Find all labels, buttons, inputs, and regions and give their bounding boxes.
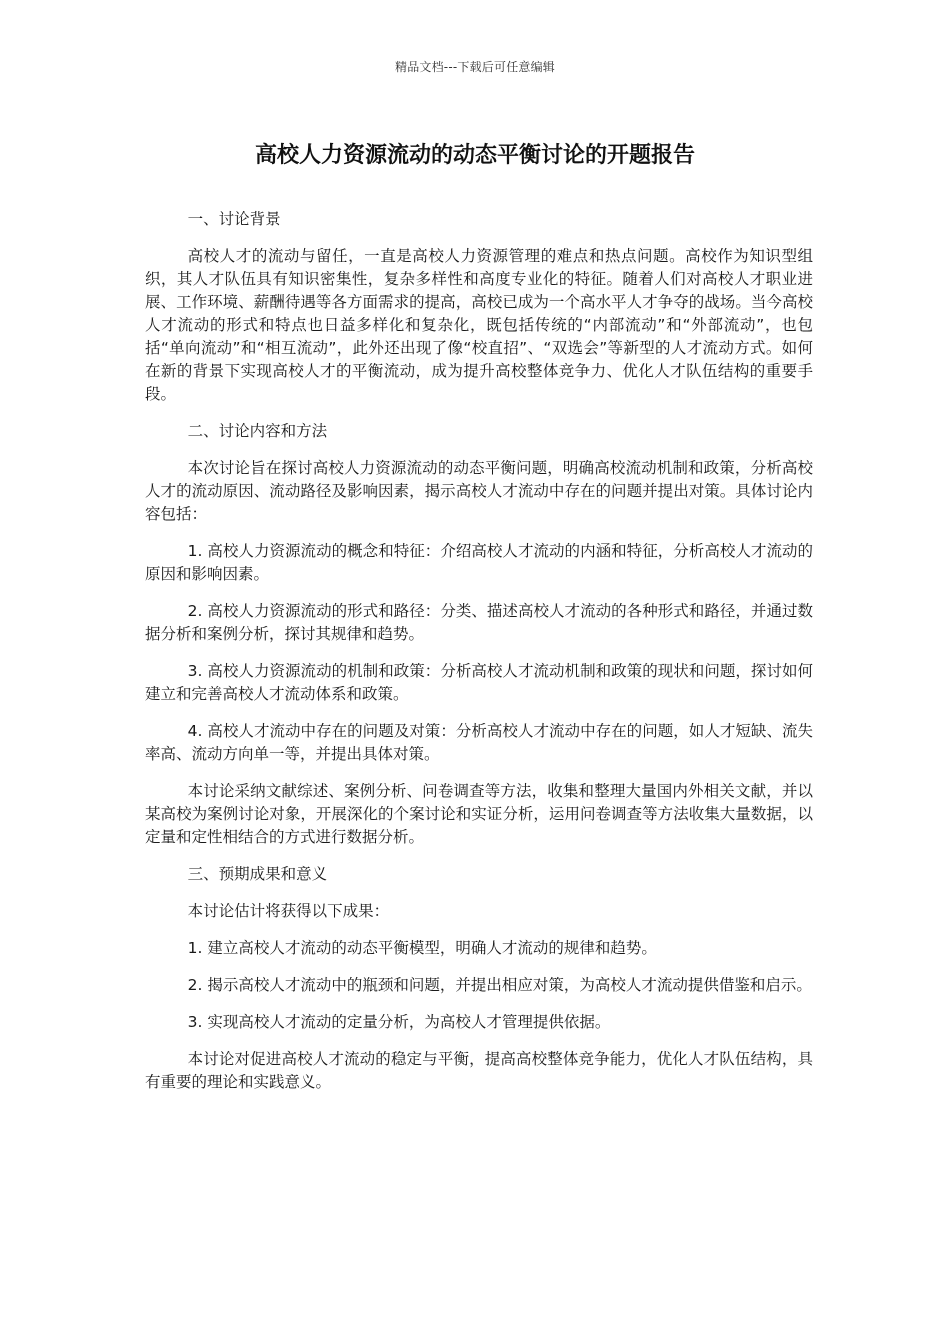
document-body (145, 208, 813, 1108)
section-heading-content-methods: 二、讨论内容和方法 (187, 422, 328, 440)
list-item-content-1: 1. 高校人力资源流动的概念和特征：介绍高校人才流动的内涵和特征，分析高校人才流动的原因和影响因素。 (145, 542, 813, 583)
section-heading-outcomes: 三、预期成果和意义 (187, 865, 328, 883)
document-title: 高校人力资源流动的动态平衡讨论的开题报告 (254, 143, 695, 168)
list-item-content-3: 3. 高校人力资源流动的机制和政策：分析高校人才流动机制和政策的现状和问题，探讨如何建立和完善高校人才流动体系和政策。 (145, 662, 813, 703)
paragraph-outcomes-intro: 本讨论估计将获得以下成果： (187, 902, 390, 920)
list-item-outcome-1: 1. 建立高校人才流动的动态平衡模型，明确人才流动的规律和趋势。 (187, 939, 657, 957)
list-item-content-2: 2. 高校人力资源流动的形式和路径：分类、描述高校人才流动的各种形式和路径，并通过数据分析和案例分析，探讨其规律和趋势。 (145, 602, 813, 643)
paragraph-methods: 本讨论采纳文献综述、案例分析、问卷调查等方法，收集和整理大量国内外相关文献，并以某高校为案例讨论对象，开展深化的个案讨论和实证分析，运用问卷调查等方法收集大量数据，以定量和定性相结合的方式进行数据分析。 (145, 782, 813, 846)
section-heading-background: 一、讨论背景 (187, 210, 281, 228)
paragraph-significance: 本讨论对促进高校人才流动的稳定与平衡，提高高校整体竞争能力，优化人才队伍结构，具有重要的理论和实践意义。 (145, 1050, 813, 1091)
list-item-outcome-2: 2. 揭示高校人才流动中的瓶颈和问题，并提出相应对策，为高校人才流动提供借鉴和启示。 (187, 976, 812, 994)
header-note: 精品文档---下载后可任意编辑 (395, 60, 555, 74)
list-item-outcome-3: 3. 实现高校人才流动的定量分析，为高校人才管理提供依据。 (187, 1013, 611, 1031)
paragraph-background: 高校人才的流动与留任，一直是高校人力资源管理的难点和热点问题。高校作为知识型组织，其人才队伍具有知识密集性，复杂多样性和高度专业化的特征。随着人们对高校人才职业进展、工作环境、薪酬待遇等各方面需求的提高，高校已成为一个高水平人才争夺的战场。当今高校人才流动的形式和特点也日益多样化和复杂化，既包括传统的“内部流动”和“外部流动”，也包括“单向流动”和“相互流动”，此外还出现了像“校直招”、“双选会”等新型的人才流动方式。如何在新的背景下实现高校人才的平衡流动，成为提升高校整体竞争力、优化人才队伍结构的重要手段。 (145, 247, 813, 403)
paragraph-research-goal: 本次讨论旨在探讨高校人力资源流动的动态平衡问题，明确高校流动机制和政策，分析高校人才的流动原因、流动路径及影响因素，揭示高校人才流动中存在的问题并提出对策。具体讨论内容包括： (145, 459, 813, 523)
list-item-content-4: 4. 高校人才流动中存在的问题及对策：分析高校人才流动中存在的问题，如人才短缺、流失率高、流动方向单一等，并提出具体对策。 (145, 722, 813, 763)
